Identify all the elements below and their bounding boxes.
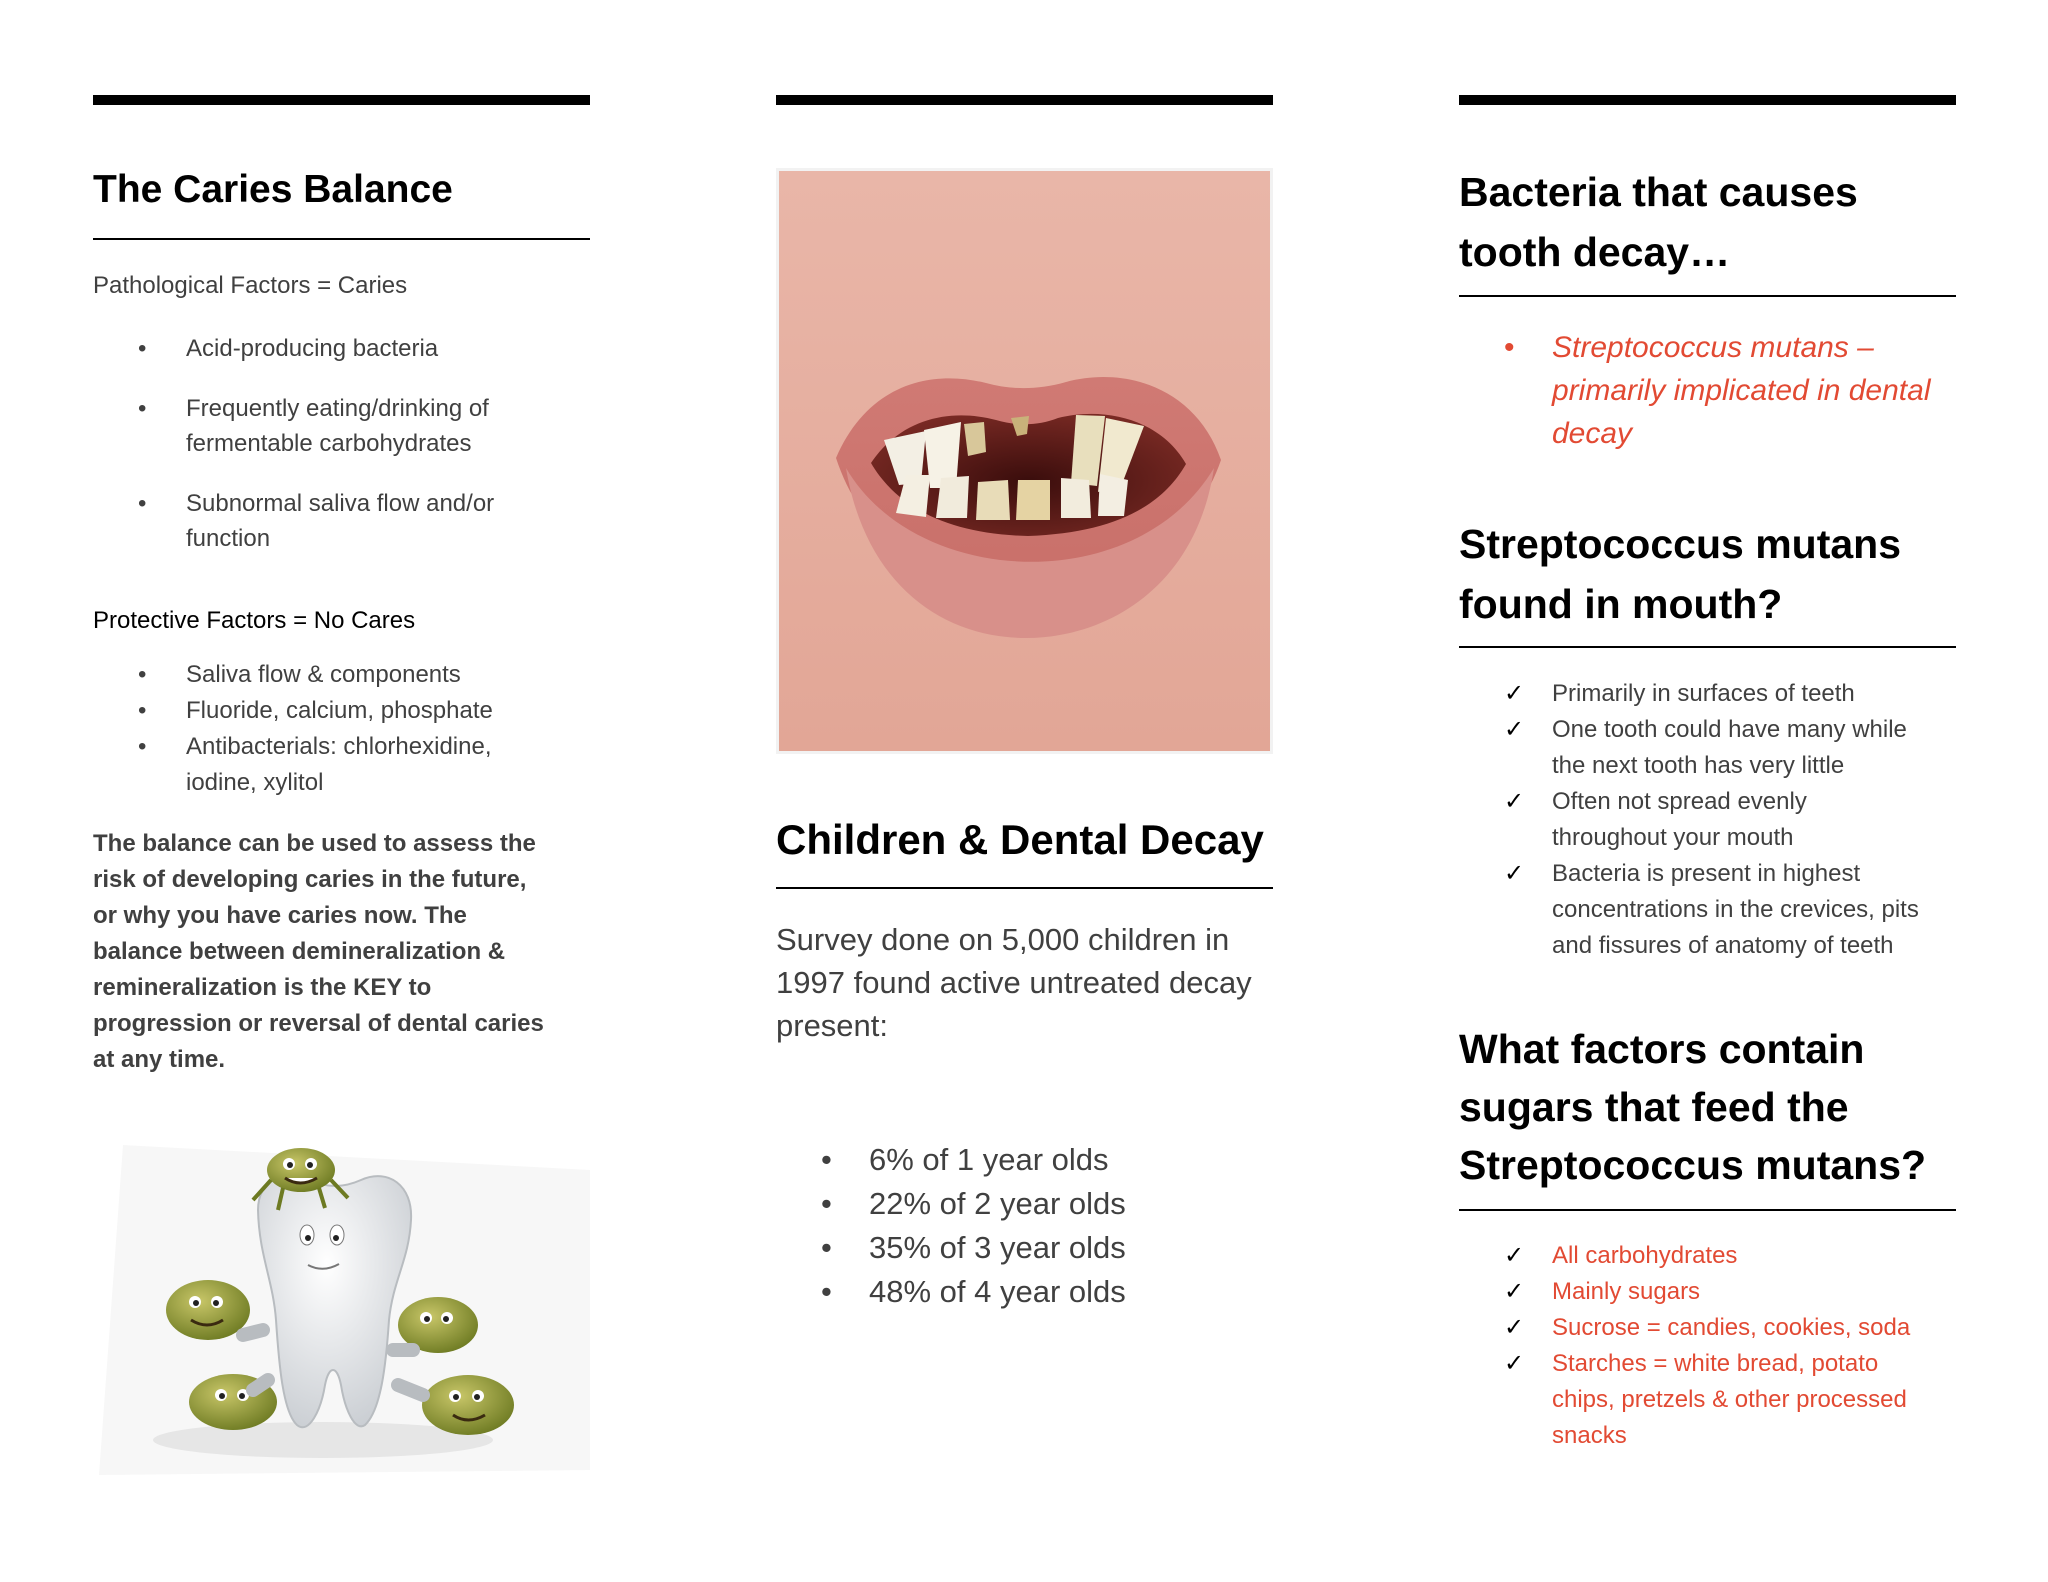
protective-factors-label: Protective Factors = No Cares [93,607,416,634]
pathological-factors-list [138,331,586,556]
list-item: • Subnormal saliva flow and/or function [186,486,586,556]
sugar-factors-heading: What factors contain sugars that feed the Streptococcus mutans? [1459,1026,1927,1188]
check-icon: ✓ [1504,1242,1525,1269]
top-divider-bar [776,95,1273,105]
mutans-location-heading: Streptococcus mutans found in mouth? [1459,521,1901,627]
list-item: ✓ Starches = white bread, potato chips, pretzels & other processed snacks [1552,1346,1962,1454]
bacteria-heading: Bacteria that causes tooth decay… [1459,169,1858,275]
bullet-icon: • [138,490,147,517]
bullet-icon: • [821,1274,832,1309]
pathological-factors-label: Pathological Factors = Caries [93,272,408,299]
list-item: • Acid-producing bacteria [186,331,586,366]
decayed-teeth-photo [776,168,1273,754]
check-icon: ✓ [1504,1278,1525,1305]
title-rule [93,238,590,240]
panel-title: The Caries Balance [93,168,453,211]
survey-text: Survey done on 5,000 children in 1997 found active untreated decay present: [776,922,1252,1043]
bullet-icon: • [821,1186,832,1221]
list-item: • Saliva flow & components [186,657,586,693]
list-item: ✓ Bacteria is present in highest concentrations in the crevices, pits and fissures of anatomy of teeth [1552,856,1962,964]
check-icon: ✓ [1504,788,1525,815]
tooth-bacteria-illustration [93,1140,590,1480]
title-rule [1459,646,1956,648]
sugar-factors-list [1504,1238,1962,1454]
list-item: • 6% of 1 year olds [869,1138,1269,1182]
bullet-icon: • [821,1142,832,1177]
top-divider-bar [93,95,590,105]
list-item: ✓ Primarily in surfaces of teeth [1552,676,1962,712]
bullet-icon: • [1504,331,1515,364]
protective-factors-list [138,657,586,801]
list-item: ✓ Mainly sugars [1552,1274,1962,1310]
list-item: • Fluoride, calcium, phosphate [186,693,586,729]
bullet-icon: • [138,661,147,688]
children-decay-panel [776,0,1273,1582]
balance-explanation: The balance can be used to assess the risk of developing caries in the future, or why you have caries now. The balance between demineralization & remineralization is the KEY to progression or reversal of dental caries at any time. [93,830,544,1073]
bullet-icon: • [138,697,147,724]
title-rule [776,887,1273,889]
list-item: • 35% of 3 year olds [869,1226,1269,1270]
check-icon: ✓ [1504,716,1525,743]
title-rule [1459,295,1956,297]
bullet-icon: • [821,1230,832,1265]
bullet-icon: • [138,395,147,422]
check-icon: ✓ [1504,680,1525,707]
list-item: • Frequently eating/drinking of fermentable carbohydrates [186,391,586,461]
mutans-location-list [1504,676,1962,964]
caries-balance-panel [93,0,590,1582]
list-item: • 48% of 4 year olds [869,1270,1269,1314]
bullet-icon: • [138,335,147,362]
list-item: • Antibacterials: chlorhexidine, iodine, xylitol [186,729,586,801]
list-item: • 22% of 2 year olds [869,1182,1269,1226]
top-divider-bar [1459,95,1956,105]
list-item: ✓ Sucrose = candies, cookies, soda [1552,1310,1962,1346]
bacteria-list [1504,326,1956,455]
bullet-icon: • [138,733,147,760]
list-item: ✓ Often not spread evenly throughout your mouth [1552,784,1962,856]
list-item: • Streptococcus mutans – primarily implicated in dental decay [1552,326,1956,455]
check-icon: ✓ [1504,1314,1525,1341]
check-icon: ✓ [1504,1350,1525,1377]
check-icon: ✓ [1504,860,1525,887]
list-item: ✓ All carbohydrates [1552,1238,1962,1274]
panel-title: Children & Dental Decay [776,816,1264,863]
title-rule [1459,1209,1956,1211]
decay-statistics-list [821,1138,1269,1314]
bacteria-panel [1459,0,1956,1582]
list-item: ✓ One tooth could have many while the next tooth has very little [1552,712,1962,784]
